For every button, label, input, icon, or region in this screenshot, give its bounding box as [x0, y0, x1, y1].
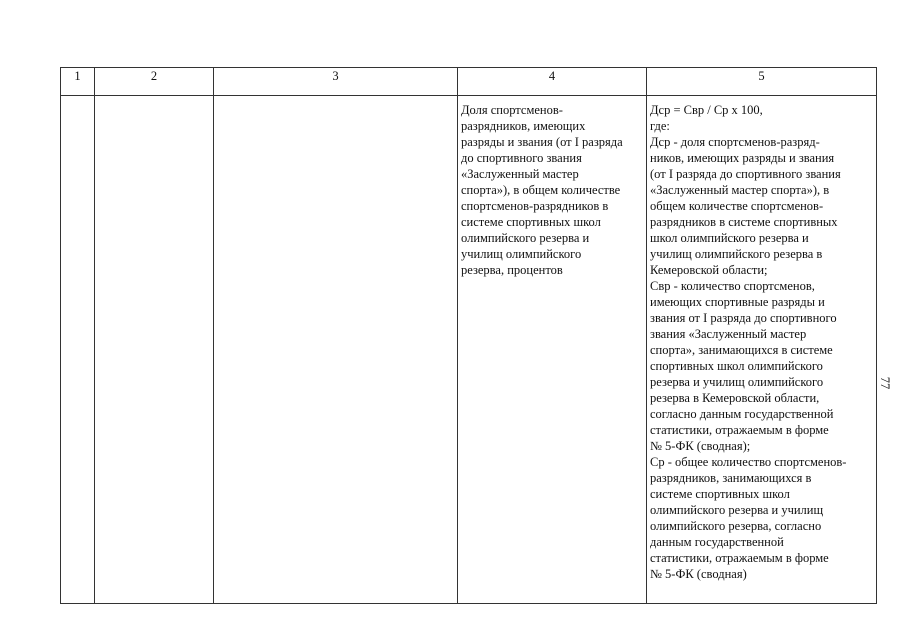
formula-line: резерва и училищ олимпийского: [650, 375, 824, 389]
cell-col3: [214, 96, 458, 604]
formula-line: Дср = Свр / Ср х 100,: [650, 103, 763, 117]
formula-line: статистики, отражаемым в форме: [650, 423, 829, 437]
formula-text: [647, 96, 876, 582]
indicator-line: системе спортивных школ: [461, 215, 601, 229]
column-header-2: 2: [95, 68, 214, 96]
formula-line: звания от I разряда до спортивного: [650, 311, 837, 325]
formula-line: статистики, отражаемым в форме: [650, 551, 829, 565]
formula-line: училищ олимпийского резерва в: [650, 247, 823, 261]
indicator-line: спортсменов-разрядников в: [461, 199, 609, 213]
formula-line: Свр - количество спортсменов,: [650, 279, 815, 293]
cell-col1: [61, 96, 95, 604]
formula-line: (от I разряда до спортивного звания: [650, 167, 841, 181]
formula-line: олимпийского резерва и училищ: [650, 503, 824, 517]
formula-line: резерва в Кемеровской области,: [650, 391, 820, 405]
formula-line: системе спортивных школ: [650, 487, 790, 501]
indicator-line: училищ олимпийского: [461, 247, 582, 261]
formula-line: данным государственной: [650, 535, 784, 549]
formula-line: где:: [650, 119, 670, 133]
table-row: [61, 96, 877, 604]
formula-line: № 5-ФК (сводная);: [650, 439, 751, 453]
indicator-line: резерва, процентов: [461, 263, 563, 277]
formula-line: разрядников в системе спортивных: [650, 215, 838, 229]
column-header-1: 1: [61, 68, 95, 96]
column-header-5: 5: [647, 68, 877, 96]
indicator-line: «Заслуженный мастер: [461, 167, 579, 181]
formula-line: № 5-ФК (сводная): [650, 567, 747, 581]
page-number: 77: [878, 376, 892, 390]
indicator-line: разрядников, имеющих: [461, 119, 586, 133]
formula-line: «Заслуженный мастер спорта»), в: [650, 183, 830, 197]
formula-line: школ олимпийского резерва и: [650, 231, 809, 245]
cell-col2: [95, 96, 214, 604]
column-header-4: 4: [458, 68, 647, 96]
column-header-3: 3: [214, 68, 458, 96]
formula-line: звания «Заслуженный мастер: [650, 327, 807, 341]
formula-line: общем количестве спортсменов-: [650, 199, 824, 213]
cell-indicator-name: [458, 96, 647, 604]
cell-formula: [647, 96, 877, 604]
formula-line: ников, имеющих разряды и звания: [650, 151, 835, 165]
formula-line: согласно данным государственной: [650, 407, 834, 421]
formula-line: олимпийского резерва, согласно: [650, 519, 822, 533]
formula-line: Ср - общее количество спортсменов-: [650, 455, 847, 469]
formula-line: спортивных школ олимпийского: [650, 359, 823, 373]
formula-line: разрядников, занимающихся в: [650, 471, 812, 485]
indicator-line: разряды и звания (от I разряда: [461, 135, 623, 149]
formula-line: имеющих спортивные разряды и: [650, 295, 825, 309]
table-header-row: [61, 68, 877, 96]
indicator-line: Доля спортсменов-: [461, 103, 563, 117]
indicator-line: спорта»), в общем количестве: [461, 183, 621, 197]
document-table: [60, 67, 877, 604]
indicator-line: олимпийского резерва и: [461, 231, 590, 245]
indicator-name-text: [458, 96, 646, 278]
formula-line: Кемеровской области;: [650, 263, 768, 277]
formula-line: Дср - доля спортсменов-разряд-: [650, 135, 820, 149]
formula-line: спорта», занимающихся в системе: [650, 343, 833, 357]
indicator-line: до спортивного звания: [461, 151, 582, 165]
